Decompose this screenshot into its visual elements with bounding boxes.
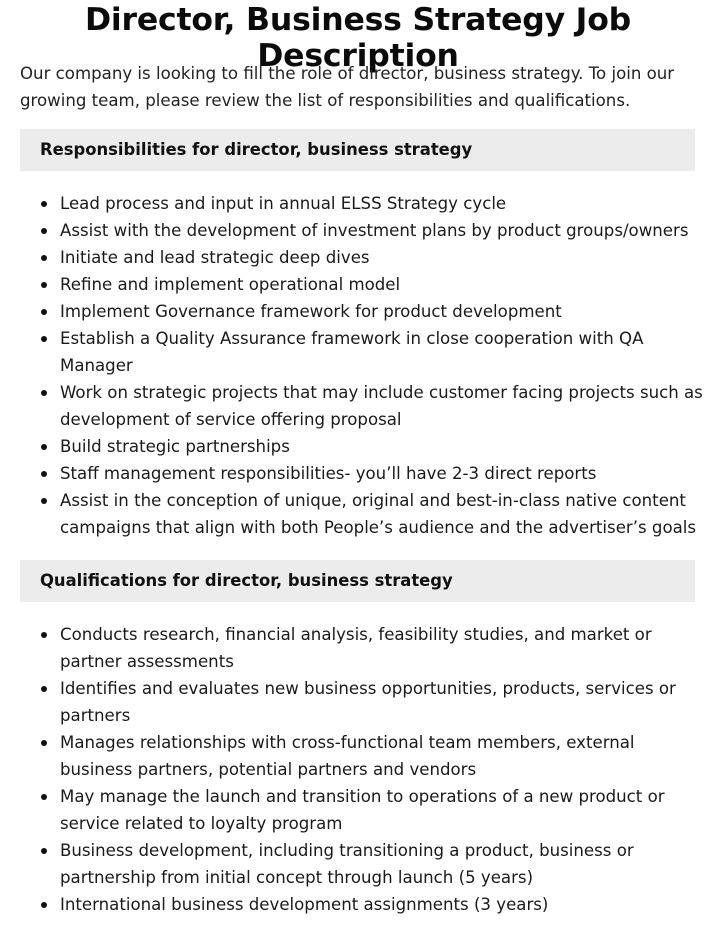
- list-item: Lead process and input in annual ELSS Strategy cycle: [20, 190, 710, 217]
- qualifications-list: [20, 621, 710, 918]
- list-item: Staff management responsibilities- you’ll have 2-3 direct reports: [20, 460, 710, 487]
- list-item: May manage the launch and transition to operations of a new product or service related to loyalty program: [20, 783, 710, 837]
- list-item: Manages relationships with cross-functional team members, external business partners, potential partners and vendors: [20, 729, 710, 783]
- qualifications-heading: Qualifications for director, business strategy: [20, 560, 695, 602]
- list-item: Conducts research, financial analysis, feasibility studies, and market or partner assessments: [20, 621, 710, 675]
- list-item: Implement Governance framework for product development: [20, 298, 710, 325]
- responsibilities-list: [20, 190, 710, 541]
- list-item: International business development assignments (3 years): [20, 891, 710, 918]
- page-title: Director, Business Strategy Job Description: [84, 2, 631, 74]
- list-item: Assist with the development of investment plans by product groups/owners: [20, 217, 710, 244]
- responsibilities-heading: Responsibilities for director, business strategy: [20, 129, 695, 171]
- intro-paragraph: Our company is looking to fill the role of director, business strategy. To join our growing team, please review the list of responsibilities and qualifications.: [20, 64, 675, 110]
- list-item: Initiate and lead strategic deep dives: [20, 244, 710, 271]
- list-item: Refine and implement operational model: [20, 271, 710, 298]
- list-item: Build strategic partnerships: [20, 433, 710, 460]
- list-item: Identifies and evaluates new business opportunities, products, services or partners: [20, 675, 710, 729]
- list-item: Work on strategic projects that may include customer facing projects such as development of service offering proposal: [20, 379, 710, 433]
- list-item: Assist in the conception of unique, original and best-in-class native content campaigns that align with both People’s audience and the advertiser’s goals: [20, 487, 710, 541]
- list-item: Business development, including transitioning a product, business or partnership from initial concept through launch (5 years): [20, 837, 710, 891]
- list-item: Establish a Quality Assurance framework in close cooperation with QA Manager: [20, 325, 710, 379]
